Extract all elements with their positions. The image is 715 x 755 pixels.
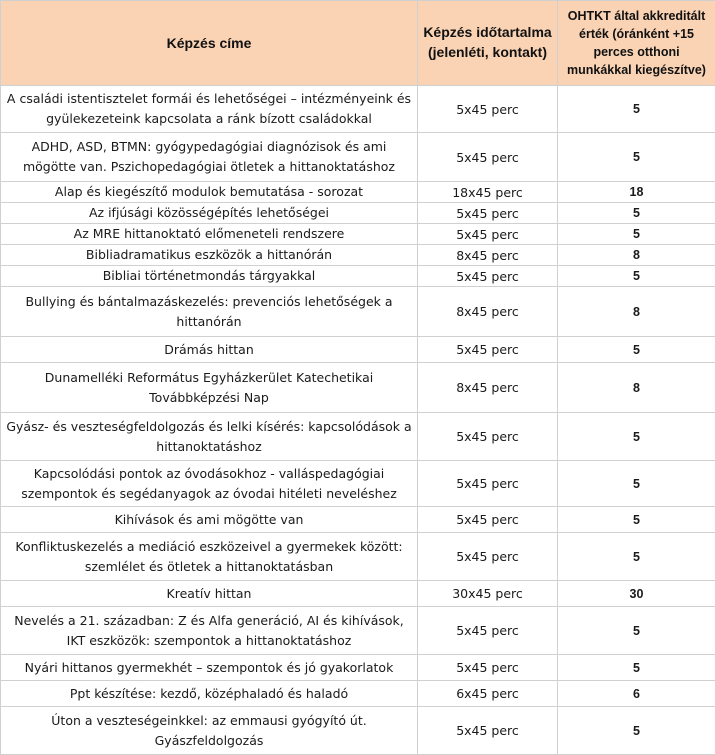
course-title: Kihívások és ami mögötte van [1,507,418,533]
table-row [1,413,715,461]
table-row [1,224,715,245]
course-credit: 8 [558,287,715,337]
course-duration: 5x45 perc [418,461,558,507]
course-duration: 6x45 perc [418,681,558,707]
course-title: Alap és kiegészítő modulok bemutatása - sorozat [1,182,418,203]
course-credit: 30 [558,581,715,607]
course-title: ADHD, ASD, BTMN: gyógypedagógiai diagnózisok és ami mögötte van. Pszichopedagógiai ötletek a hittanoktatáshoz [1,133,418,182]
table-row [1,266,715,287]
table-row [1,581,715,607]
course-title: Kapcsolódási pontok az óvodásokhoz - valláspedagógiai szempontok és segédanyagok az óvodai hitéleti neveléshez [1,461,418,507]
table-row [1,707,715,755]
course-duration: 8x45 perc [418,363,558,413]
table-row [1,461,715,507]
course-duration: 5x45 perc [418,86,558,133]
header-duration: Képzés időtartalma (jelenléti, kontakt) [418,1,558,86]
course-duration: 5x45 perc [418,413,558,461]
course-duration: 5x45 perc [418,133,558,182]
course-credit: 5 [558,533,715,581]
course-duration: 5x45 perc [418,224,558,245]
course-credit: 5 [558,413,715,461]
course-title: Gyász- és veszteségfeldolgozás és lelki kísérés: kapcsolódások a hittanoktatáshoz [1,413,418,461]
table-row [1,287,715,337]
course-title: Bibliai történetmondás tárgyakkal [1,266,418,287]
course-credit: 5 [558,337,715,363]
course-credit: 8 [558,245,715,266]
course-credit: 5 [558,224,715,245]
course-title: Ppt készítése: kezdő, középhaladó és haladó [1,681,418,707]
header-course-title: Képzés címe [1,1,418,86]
course-title: Bibliadramatikus eszközök a hittanórán [1,245,418,266]
course-duration: 8x45 perc [418,245,558,266]
course-duration: 30x45 perc [418,581,558,607]
table-row [1,507,715,533]
table-row [1,182,715,203]
table-row [1,203,715,224]
header-accredited-credit: OHTKT által akkreditált érték (óránként +15 perces otthoni munkákkal kiegészítve) [558,1,715,86]
course-duration: 8x45 perc [418,287,558,337]
table-row [1,533,715,581]
course-duration: 5x45 perc [418,203,558,224]
course-credit: 5 [558,607,715,655]
course-title: Nevelés a 21. században: Z és Alfa generáció, AI és kihívások, IKT eszközök: szempontok a hittanoktatáshoz [1,607,418,655]
table-row [1,681,715,707]
course-duration: 5x45 perc [418,507,558,533]
table-row [1,655,715,681]
course-credit: 5 [558,86,715,133]
course-duration: 5x45 perc [418,707,558,755]
course-credit: 5 [558,707,715,755]
course-credit: 5 [558,203,715,224]
course-duration: 18x45 perc [418,182,558,203]
course-credit: 18 [558,182,715,203]
course-title: A családi istentisztelet formái és lehetőségei – intézményeink és gyülekezeteink kapcsolata a ránk bízott családokkal [1,86,418,133]
table-row [1,607,715,655]
course-credit: 8 [558,363,715,413]
course-duration: 5x45 perc [418,607,558,655]
course-title: Konfliktuskezelés a mediáció eszközeivel a gyermekek között: szemlélet és ötletek a hittanoktatásban [1,533,418,581]
course-credit: 5 [558,655,715,681]
table-row [1,86,715,133]
course-title: Kreatív hittan [1,581,418,607]
course-title: Az ifjúsági közösségépítés lehetőségei [1,203,418,224]
course-credit: 6 [558,681,715,707]
course-duration: 5x45 perc [418,533,558,581]
course-credit: 5 [558,133,715,182]
table-row [1,337,715,363]
course-title: Dunamelléki Református Egyházkerület Katechetikai Továbbképzési Nap [1,363,418,413]
course-title: Drámás hittan [1,337,418,363]
course-title: Úton a veszteségeinkkel: az emmausi gyógyító út. Gyászfeldolgozás [1,707,418,755]
course-title: Nyári hittanos gyermekhét – szempontok és jó gyakorlatok [1,655,418,681]
course-credit: 5 [558,266,715,287]
course-duration: 5x45 perc [418,337,558,363]
course-title: Az MRE hittanoktató előmeneteli rendszere [1,224,418,245]
table-row [1,245,715,266]
course-duration: 5x45 perc [418,266,558,287]
course-duration: 5x45 perc [418,655,558,681]
table-row [1,363,715,413]
course-credit: 5 [558,461,715,507]
course-credit: 5 [558,507,715,533]
course-title: Bullying és bántalmazáskezelés: prevenciós lehetőségek a hittanórán [1,287,418,337]
table-row [1,133,715,182]
header-row [1,1,715,86]
